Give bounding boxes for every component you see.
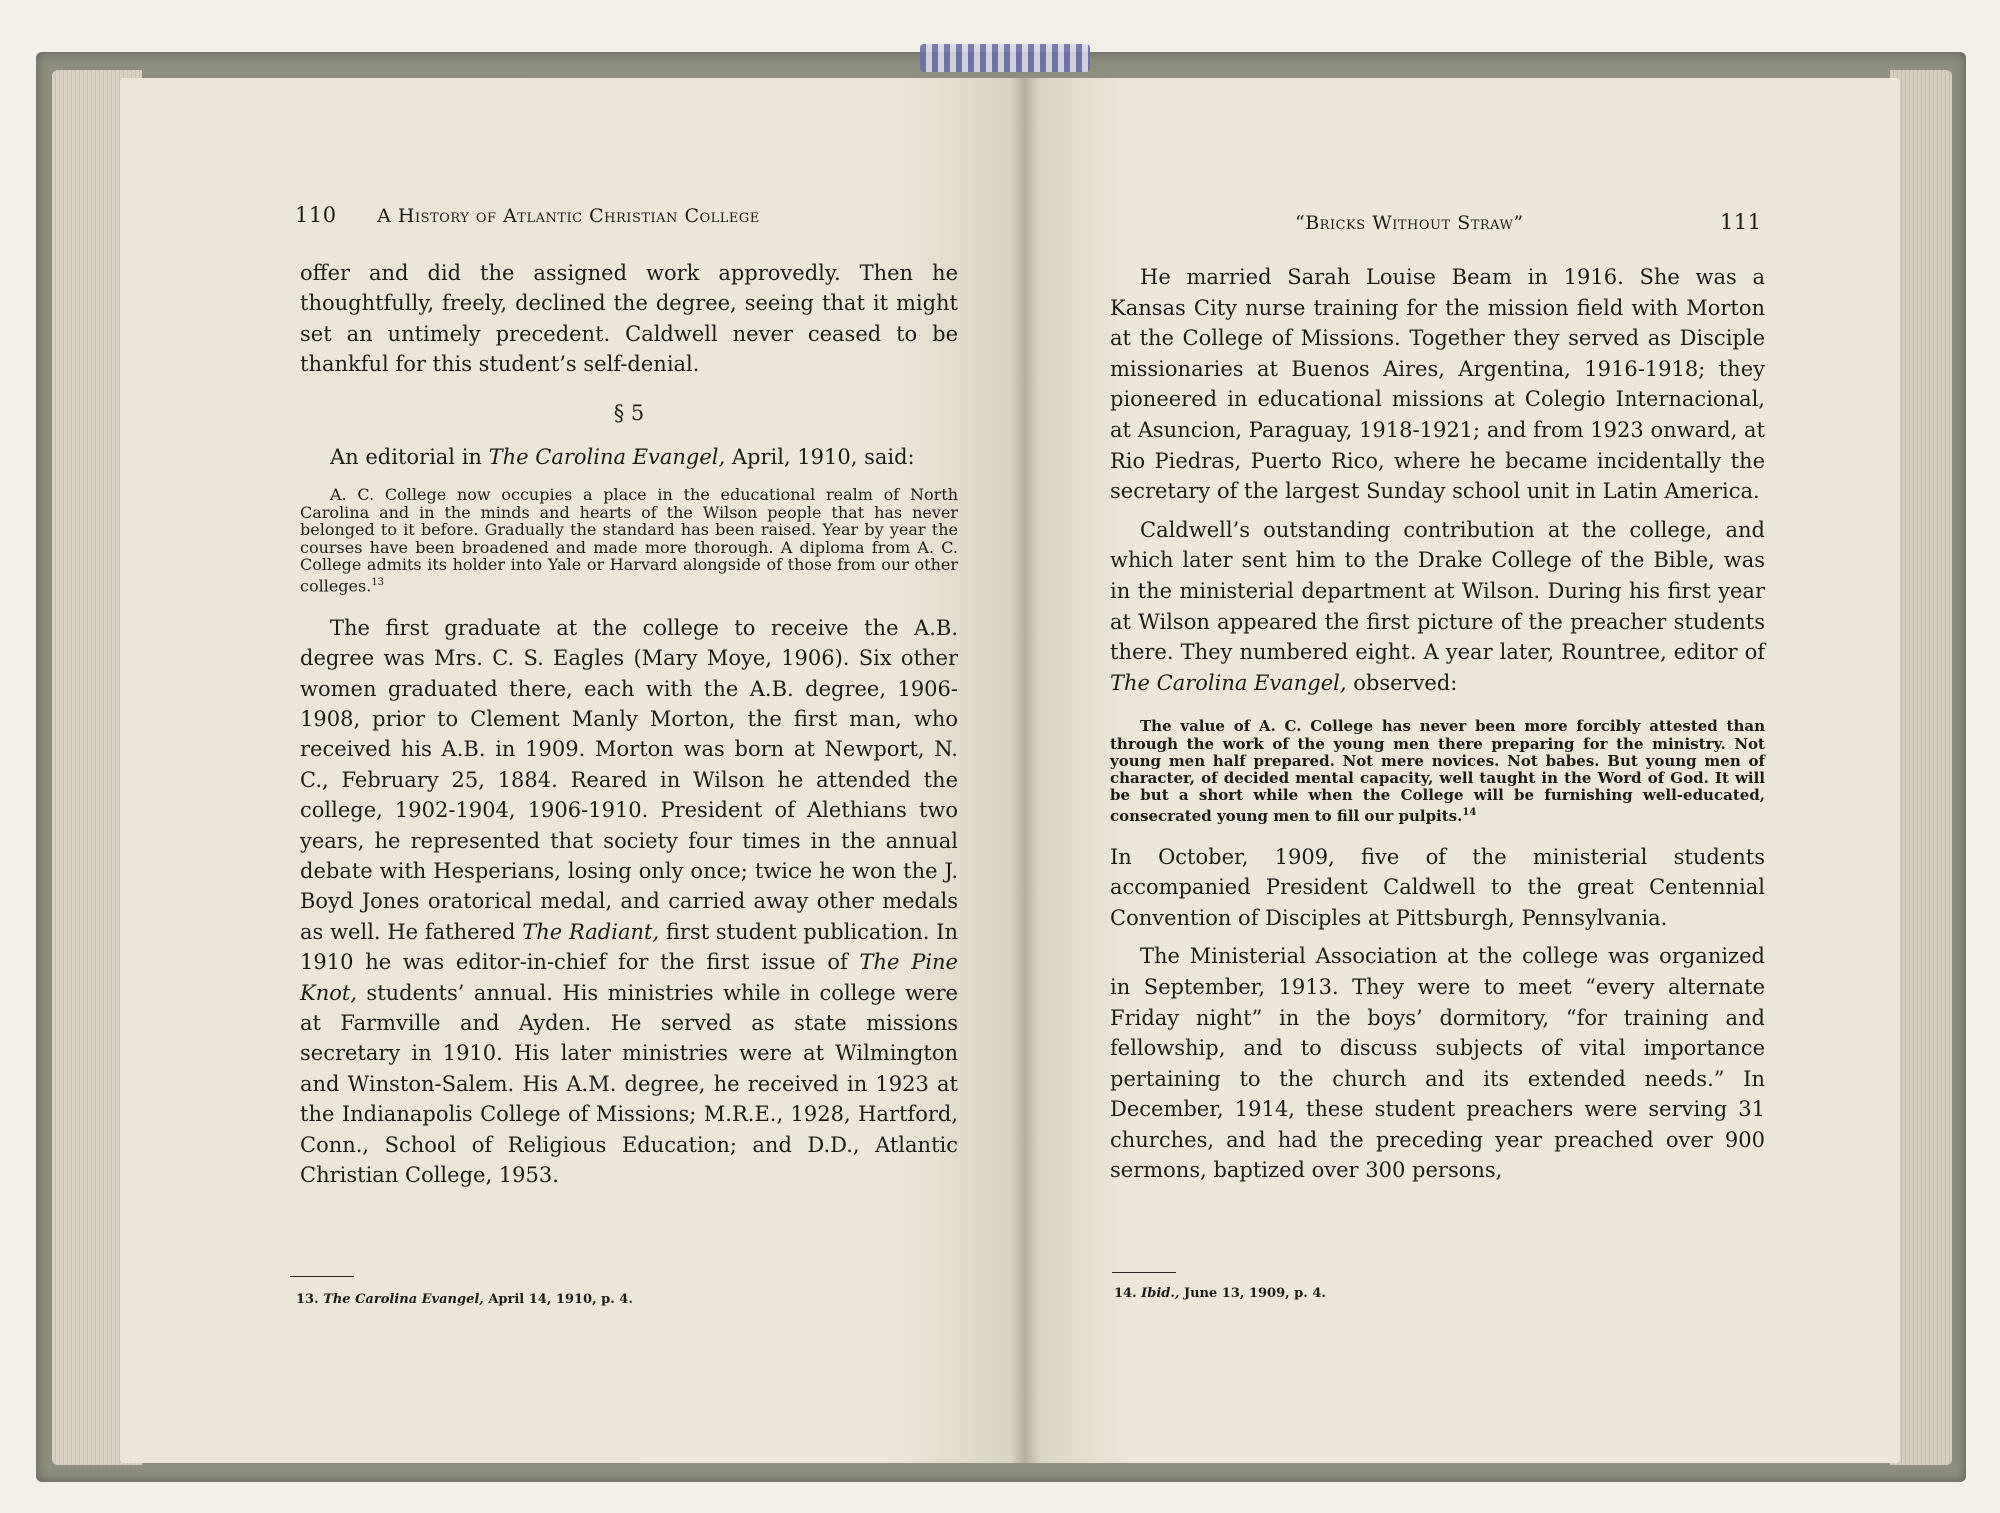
left-page-body <box>300 258 958 1190</box>
left-footnote-rule <box>290 1276 354 1277</box>
left-paragraph-3: The first graduate at the college to receive the A.B. degree was Mrs. C. S. Eagles (Mary Moye, 1906). Six other women graduated there, each with the A.B. degree, 1906-1908, prior to Clement Manly Morton, the first man, who received his A.B. in 1909. Morton was born at Newport, N. C., February 25, 1884. Reared in Wilson he attended the college, 1902-1904, 1906-1910. President of Alethians two years, he represented that society four times in the annual debate with Hesperians, losing only once; twice he won the J. Boyd Jones oratorical medal, and carried away other medals as well. He fathered The Radiant, first student publication. In 1910 he was editor-in-chief for the first issue of The Pine Knot, students’ annual. His ministries while in college were at Farmville and Ayden. He served as state missions secretary in 1910. His later ministries were at Wilmington and Winston-Salem. His A.M. degree, he received in 1923 at the Indianapolis College of Missions; M.R.E., 1928, Hartford, Conn., School of Religious Education; and D.D., Atlantic Christian College, 1953. <box>300 615 959 1188</box>
right-paragraph-2: Caldwell’s outstanding contribution at the college, and which later sent him to the Drake College of the Bible, was in the ministerial department at Wilson. During his first year at Wilson appeared the first picture of the preacher students there. They numbered eight. A year later, Rountree, editor of The Carolina Evangel, observed: <box>1110 517 1765 695</box>
left-paragraph-1: offer and did the assigned work approvedly. Then he thoughtfully, freely, declined the degree, seeing that it might set an untimely precedent. Caldwell never ceased to be thankful for this student’s self-denial. <box>300 261 958 377</box>
section-mark: § 5 <box>613 400 645 425</box>
right-paragraph-3: In October, 1909, five of the ministerial students accompanied President Caldwell to the great Centennial Convention of Disciples at Pittsburgh, Pennsylvania. <box>1110 844 1765 930</box>
right-running-head <box>1295 212 1524 234</box>
left-footnote: 13. The Carolina Evangel, April 14, 1910, p. 4. <box>296 1292 633 1307</box>
spine-headband <box>920 44 1090 72</box>
right-paragraph-4: The Ministerial Association at the college was organized in September, 1913. They were to meet “every alternate Friday night” in the boys’ dormitory, “for training and fellowship, and to discuss subjects of vital importance pertaining to the church and its extended needs.” In December, 1914, these student preachers were serving 31 churches, and had the preceding year preached over 900 sermons, baptized over 300 persons, <box>1110 944 1765 1183</box>
right-footnote-rule <box>1112 1272 1176 1273</box>
right-block-quote: The value of A. C. College has never been more forcibly attested than through the work of the young men there preparing for the ministry. Not young men half prepared. Not mere novices. Not babes. But young men of character, of decided mental capacity, well taught in the Word of God. It will be but a short while when the College will be furnishing well-educated, consecrated young men to fill our pulpits.$^{14}$ <box>1110 717 1765 826</box>
left-running-head <box>295 203 760 227</box>
left-running-title: A History of Atlantic Christian College <box>377 205 760 227</box>
left-block-quote: A. C. College now occupies a place in the educational realm of North Carolina and in the minds and hearts of the Wilson people that has never belonged to it before. Gradually the standard has been raised. Year by year the courses have been broadened and made more thorough. A diploma from A. C. College admits its holder into Yale or Harvard alongside of those from our other colleges.$^{13}$ <box>300 485 958 596</box>
book-gutter <box>1010 78 1040 1463</box>
footnote-ref-14: 14 <box>1462 807 1477 819</box>
right-running-title: “Bricks Without Straw” <box>1295 212 1524 234</box>
right-page-body <box>1110 262 1765 1186</box>
left-paragraph-2: An editorial in The Carolina Evangel, April, 1910, said: <box>330 445 915 470</box>
publication-title: The Carolina Evangel, <box>488 445 726 470</box>
right-paragraph-1: He married Sarah Louise Beam in 1916. She was a Kansas City nurse training for the mission field with Morton at the College of Missions. Together they served as Disciple missionaries at Buenos Aires, Argentina, 1916-1918; they pioneered in educational missions at Colegio Internacional, at Asuncion, Paraguay, 1918-1921; and from 1923 onward, at Rio Piedras, Puerto Rico, where he became incidentally the secretary of the largest Sunday school unit in Latin America. <box>1110 265 1765 504</box>
right-footnote: 14. Ibid., June 13, 1909, p. 4. <box>1114 1286 1326 1301</box>
left-page-number: 110 <box>295 203 337 227</box>
footnote-ref-13: 13 <box>371 576 385 588</box>
right-page-number: 111 <box>1720 210 1762 234</box>
